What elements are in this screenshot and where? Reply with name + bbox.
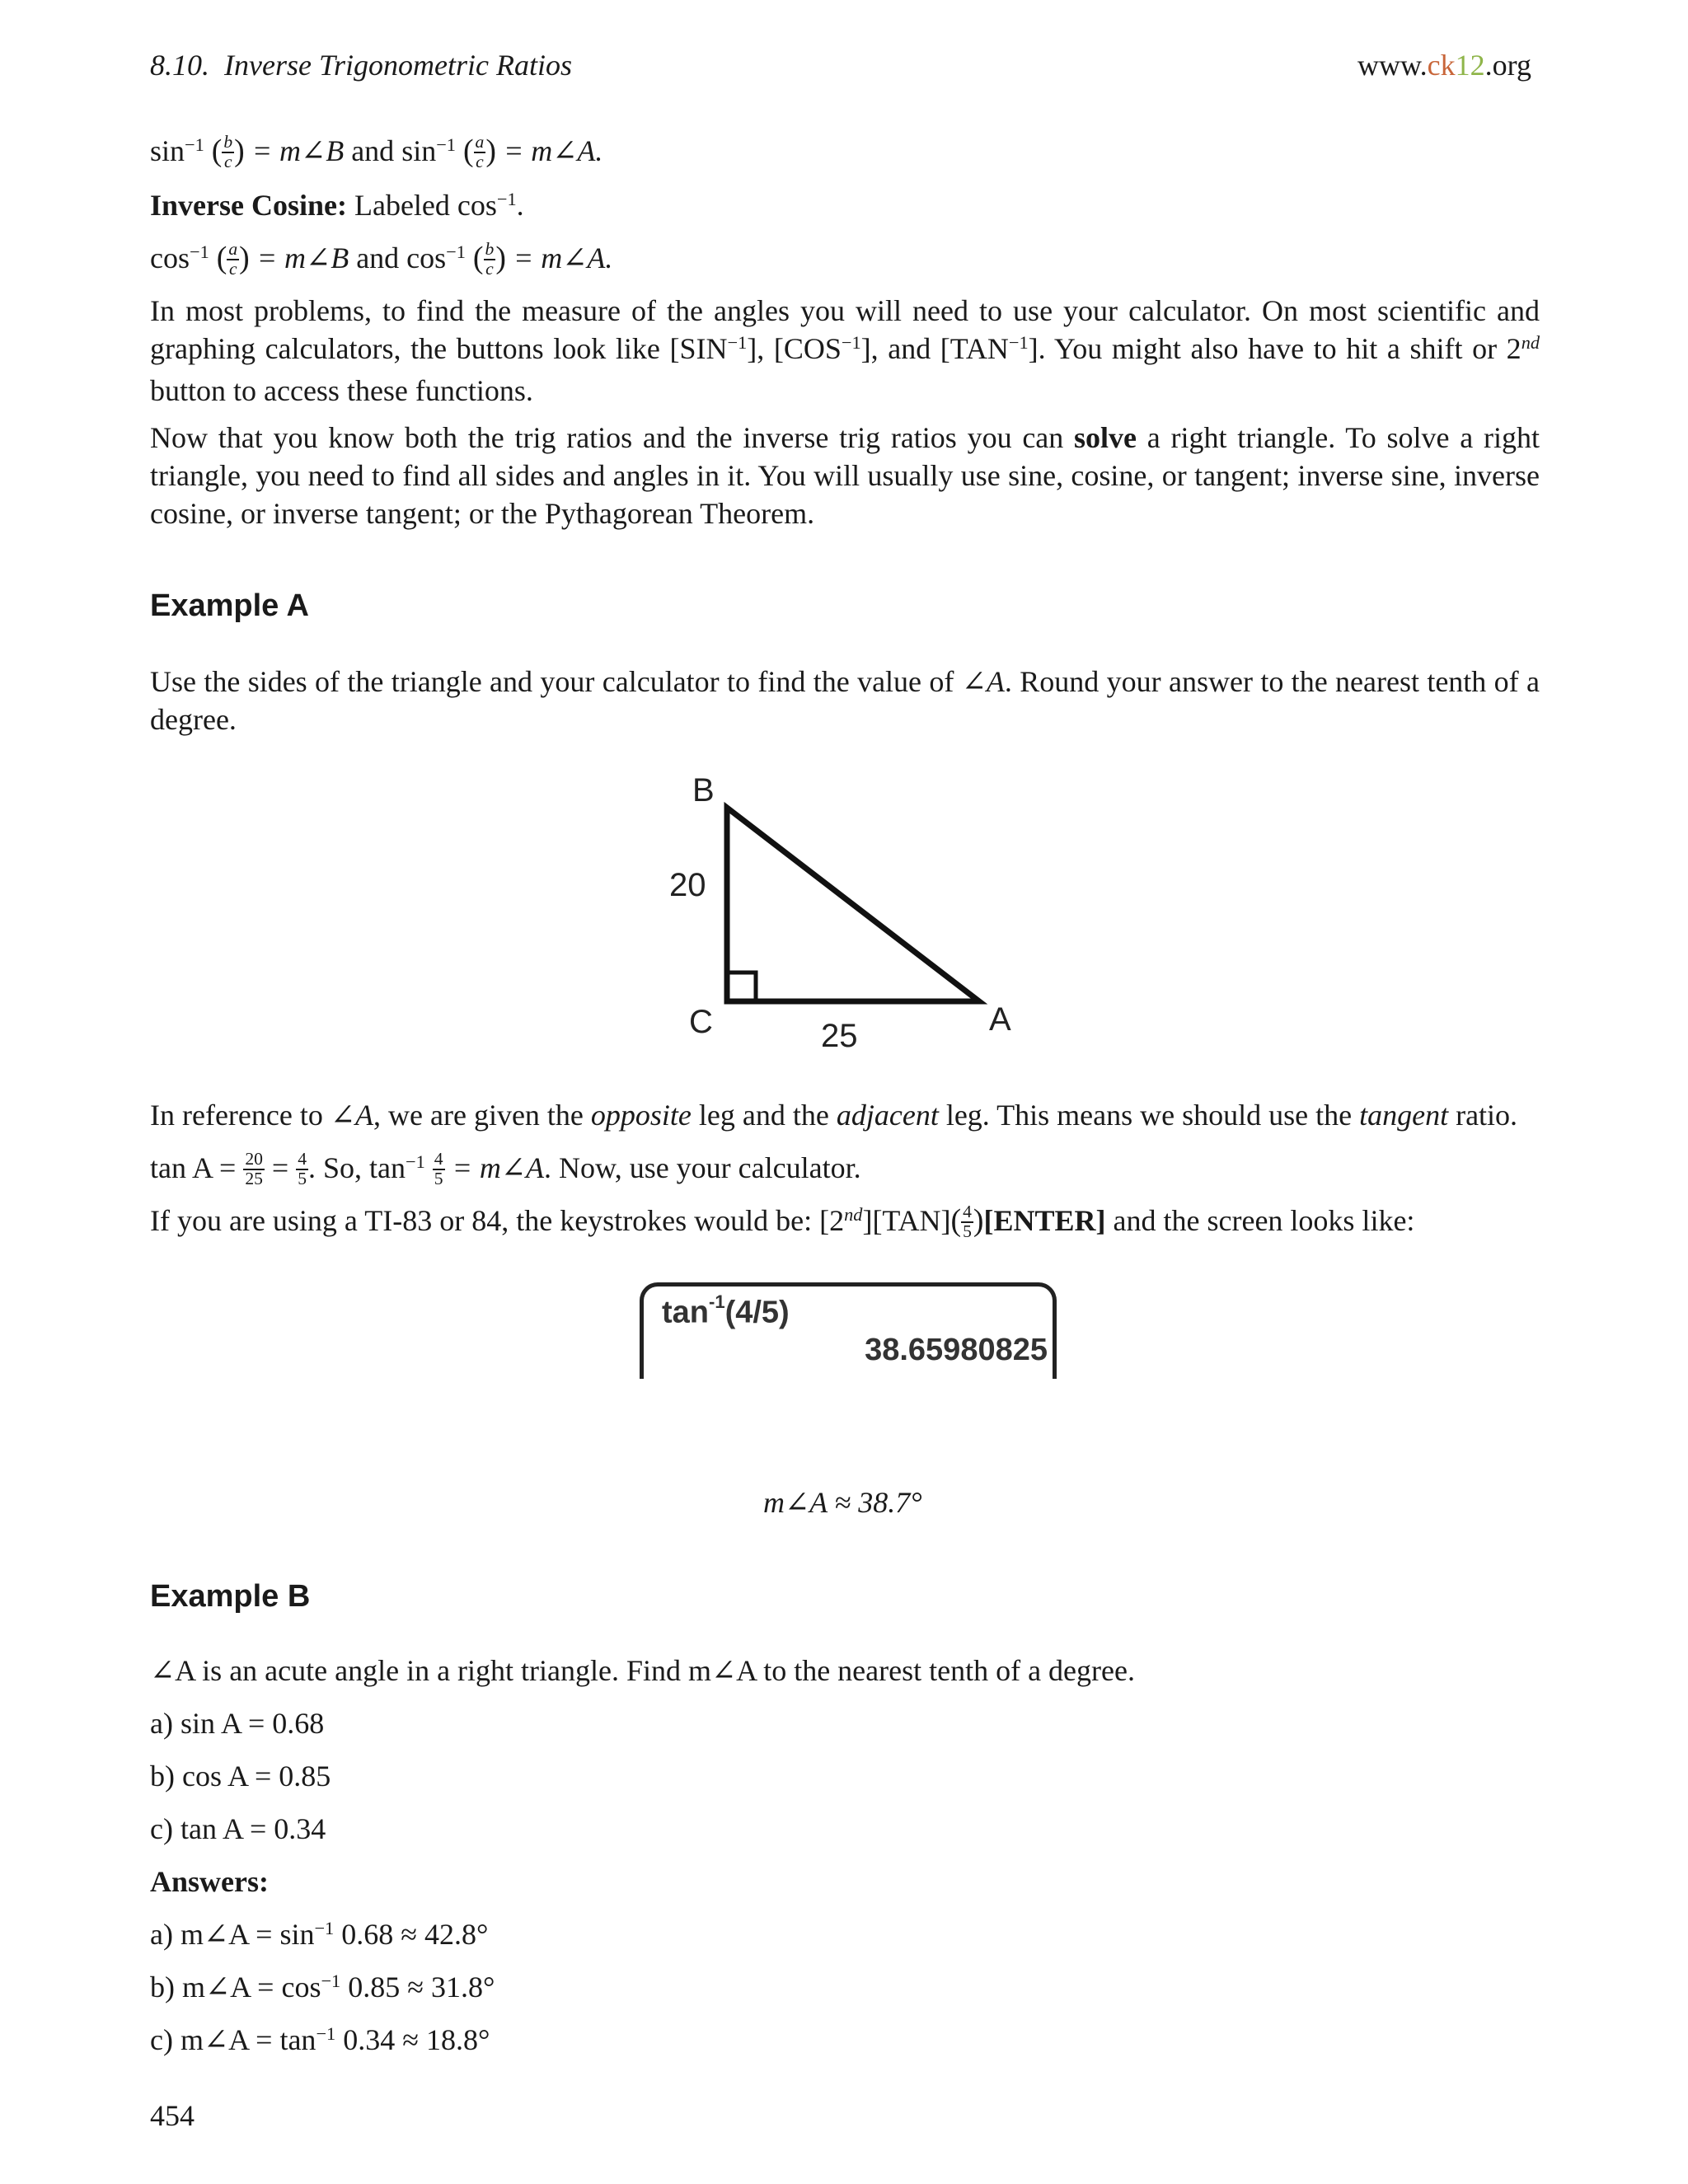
calculator-screen <box>640 1282 1057 1379</box>
exponent: −1 <box>436 134 456 155</box>
answer-c: c) m∠A = $\tan^{-1} 0.34 \approx 18.8^\circ$ <box>150 2022 490 2056</box>
calculator-paragraph: In most problems, to find the measure of the angles you will need to use your calculator. On most scientific and graphing calculators, the buttons look like $[SIN^{-1}]$, $[COS^{-1}]$, and $[TAN^{-1}]$. You might also have to hit a shift or 2nd button to access these functions. <box>150 294 1540 407</box>
example-a-result: m∠A ≈ 38.7° <box>763 1486 922 1519</box>
exponent: −1 <box>496 188 517 209</box>
calculator-expression: $\tan^{-1}(4/5)$ <box>662 1291 790 1330</box>
definition-text: Labeled cos <box>354 189 497 222</box>
inverse-cosine-formula: $\cos^{-1}$ ( $\frac{a}{c}$ ) = m∠B and $\cos^{-1}$ ( $\frac{b}{c}$ ) = m∠A. <box>150 239 613 279</box>
example-b-prompt: ∠A is an acute angle in a right triangle. Find m∠A to the nearest tenth of a degree. <box>150 1654 1135 1687</box>
triangle-shape <box>727 808 979 1001</box>
inverse-cosine-definition: Inverse Cosine: Labeled $\cos^{-1}$. <box>150 188 524 222</box>
vertex-label-b: B <box>692 772 715 808</box>
fraction: $\frac{a}{c}$ <box>475 132 485 172</box>
right-angle-marker <box>727 972 756 1001</box>
fraction: $\frac{a}{c}$ <box>228 239 238 279</box>
fraction: $\frac{20}{25}$ <box>245 1149 263 1189</box>
example-b-item-a: a) sin A = 0.68 <box>150 1707 325 1740</box>
rhs: = m∠B <box>251 134 345 167</box>
conjunction: and <box>351 134 395 167</box>
site-prefix: www. <box>1357 49 1428 82</box>
fraction: $\frac{4}{5}$ <box>963 1202 972 1242</box>
answers-label: Answers: <box>150 1865 269 1898</box>
example-b-heading: Example B <box>150 1579 311 1614</box>
solve-paragraph: Now that you know both the trig ratios and the inverse trig ratios you can solve a right triangle. To solve a right triangle, you need to find all sides and angles in it. You will usually use sine, cosine, or tangent; inverse sine, inverse cosine, or inverse tangent; or the Pythagorean Theorem. <box>150 421 1540 530</box>
side-label-ca: 25 <box>821 1018 858 1054</box>
fraction: $\frac{b}{c}$ <box>223 132 233 172</box>
site-ck: ck <box>1427 49 1456 82</box>
example-a-heading: Example A <box>150 588 309 623</box>
rhs: = m∠A. <box>503 134 603 167</box>
inverse-sine-formula: $\sin^{-1}$ ( $\frac{b}{c}$ ) = m∠B and $\sin^{-1}$ ( $\frac{a}{c}$ ) = m∠A. <box>150 132 603 172</box>
site-suffix: .org <box>1484 49 1531 82</box>
vertex-label-a: A <box>989 1001 1011 1038</box>
fraction: $\frac{b}{c}$ <box>485 239 495 279</box>
exponent: −1 <box>185 134 204 155</box>
site-12: 12 <box>1455 49 1485 82</box>
tangent-equation: tan A = $\frac{20}{25}$ = $\frac{4}{5}$ . So, $\tan^{-1}$ $\frac{4}{5}$ = m∠A. Now, use your calculator. <box>150 1149 861 1189</box>
vertex-label-c: C <box>689 1004 713 1040</box>
page-number: 454 <box>150 2099 195 2132</box>
answer-a: a) m∠A = $\sin^{-1} 0.68 \approx 42.8^\circ$ <box>150 1917 489 1951</box>
enter-key: [ENTER] <box>983 1204 1106 1237</box>
keystrokes-line: If you are using a TI-83 or 84, the keystrokes would be: [2nd][TAN]( $\frac{4}{5}$ )[ENTER] and the screen looks like: <box>150 1202 1415 1242</box>
example-b-item-b: b) cos A = 0.85 <box>150 1760 331 1793</box>
calculator-result: 38.65980825 <box>865 1333 1048 1367</box>
example-a-prompt: Use the sides of the triangle and your calculator to find the value of ∠A. Round your answer to the nearest tenth of a degree. <box>150 665 1540 736</box>
answer-b: b) m∠A = $\cos^{-1} 0.85 \approx 31.8^\circ$ <box>150 1970 495 2004</box>
definition-label: Inverse Cosine: <box>150 189 347 222</box>
site-link[interactable] <box>1357 48 1531 82</box>
running-header <box>150 48 572 82</box>
example-b-item-c: c) tan A = 0.34 <box>150 1812 326 1845</box>
fn: sin <box>150 134 185 167</box>
right-triangle-figure <box>651 758 1047 1063</box>
section-title: Inverse Trigonometric Ratios <box>224 49 572 82</box>
term-solve: solve <box>1074 421 1137 454</box>
section-number: 8.10. <box>150 49 209 82</box>
side-label-bc: 20 <box>669 867 706 903</box>
fn: sin <box>401 134 437 167</box>
fraction: $\frac{4}{5}$ <box>434 1149 443 1189</box>
reference-paragraph: In reference to ∠A, we are given the opposite leg and the adjacent leg. This means we should use the tangent ratio. <box>150 1099 1518 1132</box>
fraction: $\frac{4}{5}$ <box>298 1149 307 1189</box>
